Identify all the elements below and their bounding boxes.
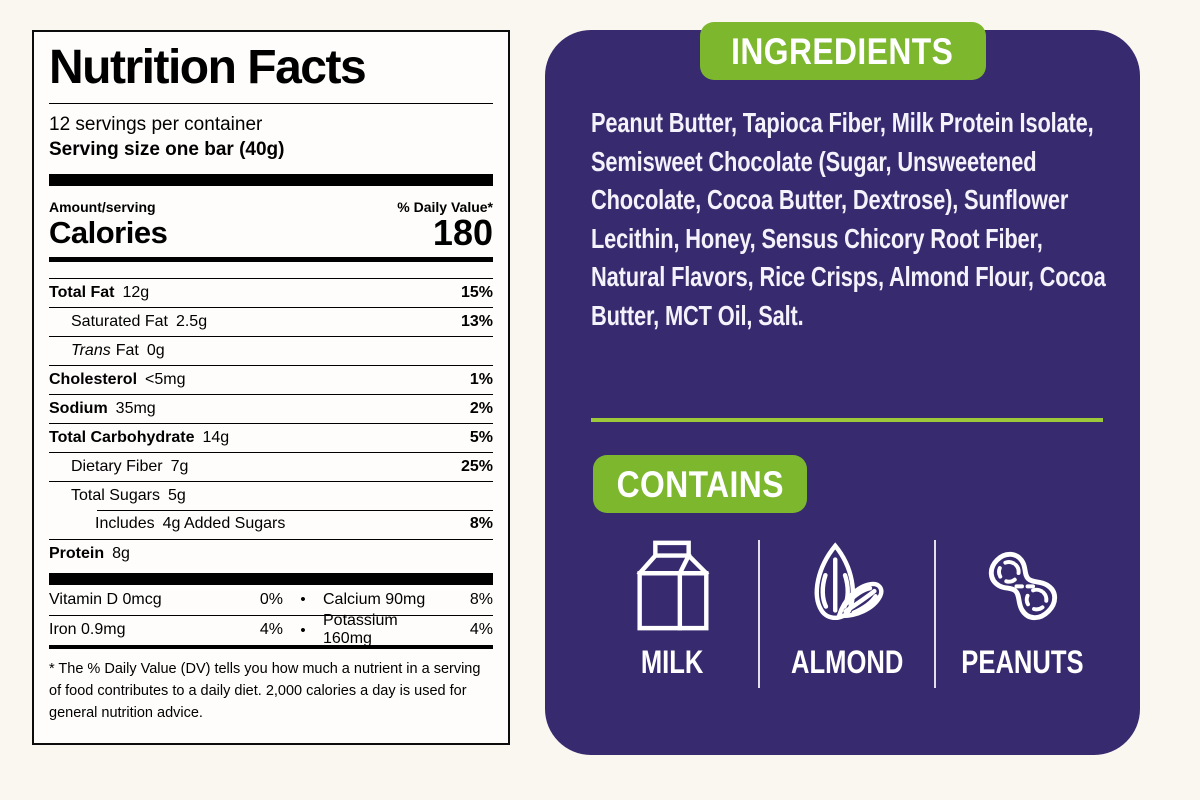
row-protein — [49, 539, 493, 573]
micro-right-dv: 8% — [469, 590, 493, 608]
thick-divider — [49, 174, 493, 186]
nutrient-name: Total Sugars — [71, 486, 160, 504]
allergen-almond — [760, 536, 933, 688]
nutrient-name: Saturated Fat — [71, 312, 168, 330]
allergen-peanuts — [936, 536, 1109, 688]
row-total-carbohydrate — [49, 423, 493, 452]
allergen-milk — [585, 536, 758, 688]
contains-badge-label: CONTAINS — [616, 464, 784, 505]
micro-left-dv: 0% — [259, 590, 283, 608]
almond-icon — [798, 536, 896, 634]
amount-header-row — [49, 199, 493, 215]
nutrient-dv: 25% — [460, 457, 493, 475]
green-divider — [591, 418, 1103, 422]
daily-value-header: % Daily Value* — [397, 198, 493, 215]
ingredients-badge — [700, 22, 986, 80]
nutrient-name: Sodium — [49, 399, 108, 417]
nutrient-name: Cholesterol — [49, 370, 138, 388]
allergen-label-almond: ALMOND — [790, 644, 904, 680]
micro-right-dv: 4% — [469, 621, 493, 639]
nutrient-name: Protein — [49, 544, 105, 562]
nutrient-dv: 8% — [469, 515, 493, 533]
nutrient-amount: 2.5g — [175, 312, 208, 330]
nutrient-name-italic: Trans — [71, 341, 111, 359]
nutrient-amount: 4g Added Sugars — [162, 515, 286, 533]
nutrition-facts-title: Nutrition Facts — [49, 41, 366, 94]
micro-right-name: Potassium 160mg — [323, 612, 398, 648]
micro-left-dv: 4% — [259, 621, 283, 639]
nutrient-dv: 2% — [469, 399, 493, 417]
bullet-separator: • — [300, 621, 306, 639]
bullet-separator: • — [300, 591, 306, 609]
milk-carton-icon — [623, 536, 721, 634]
micro-left-name: Iron 0.9mg — [49, 621, 126, 639]
nutrient-amount: 8g — [112, 544, 130, 562]
nutrient-amount: 5g — [167, 486, 186, 504]
row-cholesterol — [49, 365, 493, 394]
row-vitamin-d-calcium — [49, 585, 493, 615]
divider — [49, 103, 493, 104]
allergen-label-peanuts: PEANUTS — [961, 644, 1084, 680]
medium-divider — [49, 257, 493, 262]
nutrient-name: Total Carbohydrate — [49, 428, 195, 446]
allergen-row — [585, 536, 1109, 688]
nutrient-amount: 12g — [122, 283, 150, 301]
row-total-fat — [49, 278, 493, 307]
nutrient-dv: 5% — [469, 428, 493, 446]
row-sodium — [49, 394, 493, 423]
row-dietary-fiber — [49, 452, 493, 481]
micronutrient-rows — [49, 585, 493, 648]
thick-divider — [49, 573, 493, 585]
nutrient-dv: 13% — [460, 312, 493, 330]
nutrient-name: Dietary Fiber — [71, 457, 163, 475]
micro-left-name: Vitamin D 0mcg — [49, 590, 162, 608]
micro-right-name: Calcium 90mg — [323, 590, 426, 608]
row-saturated-fat — [49, 307, 493, 336]
ingredients-panel — [545, 30, 1140, 755]
nutrient-name: Includes — [95, 515, 155, 533]
allergen-label-milk: MILK — [640, 644, 703, 680]
ingredients-badge-label: INGREDIENTS — [731, 31, 954, 72]
peanut-icon — [973, 536, 1071, 634]
nutrient-amount: 7g — [170, 457, 189, 475]
nutrient-name: Fat — [115, 341, 139, 359]
row-trans-fat — [49, 336, 493, 365]
daily-value-footnote: * The % Daily Value (DV) tells you how much a nutrient in a serving of food contributes to a daily diet. 2,000 calories a day is used for general nutrition advice. — [49, 660, 481, 721]
nutrient-dv: 1% — [469, 370, 493, 388]
calories-value: 180 — [432, 211, 493, 253]
amount-per-serving-header: Amount/serving — [49, 198, 156, 215]
nutrient-name: Total Fat — [49, 283, 115, 301]
nutrient-rows — [49, 278, 493, 573]
ingredients-text: Peanut Butter, Tapioca Fiber, Milk Protein Isolate, Semisweet Chocolate (Sugar, Unsweetened Chocolate, Cocoa Butter, Dextrose), Sunflower Lecithin, Honey, Sensus Chicory Root Fiber, Natural Flavors, Rice Crisps, Almond Flour, Cocoa Butter, MCT Oil, Salt. — [591, 107, 1106, 331]
calories-row — [49, 211, 493, 253]
calories-label: Calories — [49, 214, 168, 250]
nutrient-amount: <5mg — [145, 370, 186, 388]
row-iron-potassium — [49, 612, 493, 648]
nutrition-facts-label — [32, 30, 510, 745]
contains-badge — [593, 455, 807, 513]
servings-per-container: 12 servings per container — [49, 113, 263, 135]
row-total-sugars — [49, 481, 493, 510]
row-added-sugars — [49, 510, 493, 539]
nutrient-amount: 0g — [146, 341, 165, 359]
nutrient-dv: 15% — [460, 283, 493, 301]
nutrient-amount: 14g — [202, 428, 230, 446]
nutrient-amount: 35mg — [115, 399, 156, 417]
serving-size: Serving size one bar (40g) — [49, 138, 285, 160]
